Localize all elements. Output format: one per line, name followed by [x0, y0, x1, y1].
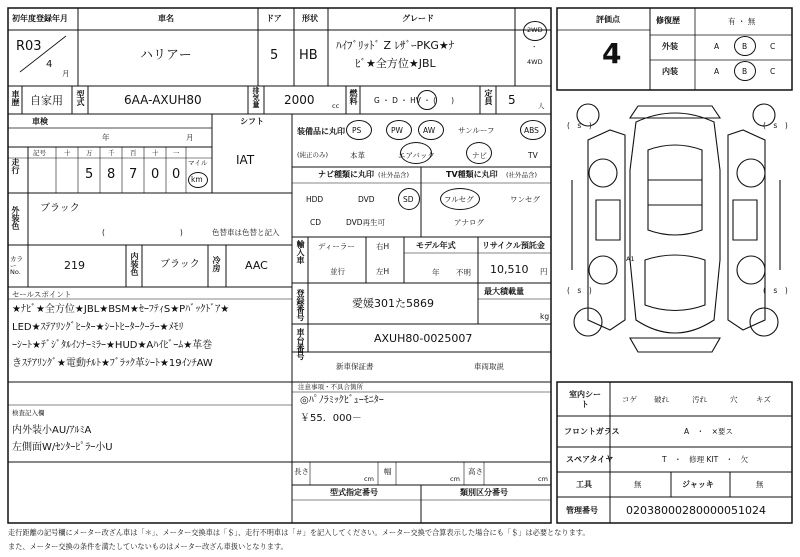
- mileage-digit: 5: [85, 167, 94, 182]
- tv-type: ワンセグ: [510, 195, 540, 204]
- import-dealer: ディーラー: [318, 242, 355, 251]
- notes-line: ￥55．000－: [300, 413, 362, 424]
- seat-option: 破れ: [654, 395, 669, 404]
- era-year: R03: [16, 39, 42, 54]
- mileage-mark-header: 記号: [33, 149, 46, 157]
- nav-type: CD: [310, 218, 322, 227]
- mileage-digit: 8: [107, 167, 116, 182]
- width-unit: cm: [450, 475, 460, 483]
- nav-type: HDD: [306, 195, 324, 204]
- recycle-label: リサイクル預託金: [482, 241, 545, 250]
- tv-type: アナログ: [454, 218, 484, 227]
- capacity-label: 定員: [484, 89, 493, 105]
- damage-code: A1: [626, 255, 635, 263]
- model-year-year: 年: [432, 268, 440, 277]
- warranty-label: 新車保証書: [336, 362, 374, 371]
- mileage-digit-header: 十: [64, 149, 71, 157]
- capacity-value: 5: [508, 93, 516, 107]
- inspection-month-unit: 月: [186, 133, 194, 142]
- import-label: 輸入車: [296, 240, 305, 264]
- fuel-options: G ・ D ・ HV ・ ( ): [374, 96, 455, 105]
- fuel-hv-circle: [417, 90, 437, 110]
- chassis-label: 車台番号: [296, 328, 305, 360]
- management-no-value: 02038000280000051024: [626, 504, 766, 517]
- recycle-value: 10,510: [490, 263, 529, 276]
- car-name: ハリアー: [140, 48, 192, 63]
- grade-label: グレード: [402, 14, 434, 23]
- nav-type-label: ナビ種類に丸印: [318, 170, 374, 179]
- inspector-label: 検査記入欄: [12, 409, 45, 417]
- mileage-digit-header: 万: [86, 149, 93, 157]
- cc-unit: cc: [332, 102, 340, 110]
- mileage-digit-header: 千: [108, 149, 115, 157]
- interior-grade: C: [770, 67, 776, 76]
- spare-tire-label: スペアタイヤ: [566, 455, 614, 464]
- inspection-label: 車検: [32, 117, 48, 126]
- interior-grade: B: [742, 67, 748, 76]
- model-value: 6AA-AXUH80: [124, 93, 202, 107]
- model-year-label: モデル年式: [416, 241, 456, 250]
- footer-note: また、メーター交換の条件を満たしていないものはメーター改ざん車扱いとなります。: [8, 542, 288, 551]
- drive-4wd: 4WD: [527, 58, 543, 66]
- management-no-label: 管理番号: [566, 506, 598, 515]
- mileage-digit-header: 十: [152, 149, 159, 157]
- interior-color-label: 内装色: [130, 252, 139, 276]
- max-load-label: 最大積載量: [484, 287, 524, 296]
- ac-label: 冷房: [212, 256, 221, 272]
- shape-label: 形状: [302, 14, 318, 23]
- shape-value: HB: [299, 48, 318, 63]
- nav-type: SD: [403, 195, 414, 204]
- shift-value: IAT: [236, 153, 255, 167]
- length-label: 長さ: [294, 467, 309, 476]
- max-load-unit: kg: [540, 312, 550, 321]
- model-label: 型式: [76, 90, 85, 106]
- rating-score: 4: [602, 37, 622, 70]
- displacement-label: 排気量: [252, 87, 260, 108]
- color-change-paren: ( ): [102, 228, 183, 237]
- nav-type: DVD再生可: [346, 218, 386, 227]
- equip-item: PS: [352, 126, 362, 135]
- sales-point-line: ｰｼｰﾄ★ﾃﾞｼﾞﾀﾙｲﾝﾅｰﾐﾗｰ★HUD★Aﾊｲﾋﾞｰﾑ★革巻: [12, 340, 213, 351]
- grade-line1: ﾊｲﾌﾞﾘｯﾄﾞ Z ﾚｻﾞｰPKG★ﾅ: [336, 39, 455, 52]
- interior-grade-label: 内装: [662, 67, 678, 76]
- equip-item: エアバック: [398, 151, 435, 160]
- exterior-color-label: 外装色: [11, 206, 20, 230]
- repair-history-options: 有 ・ 無: [728, 17, 756, 26]
- reg-month: 4: [46, 59, 53, 70]
- front-glass-options: A ・ ×要ス: [684, 427, 733, 436]
- diagram-bracket-mark: ( s ): [763, 286, 788, 295]
- usage-label: 車歴: [11, 90, 20, 106]
- mileage-digit-header: 一: [173, 149, 180, 157]
- exterior-grade: A: [714, 42, 720, 51]
- spare-tire-options: T ・ 修理 KIT ・ 欠: [662, 455, 749, 464]
- grade-line2: ﾋﾞ★全方位★JBL: [355, 57, 436, 70]
- diagram-bracket-mark: ( s ): [567, 121, 592, 130]
- model-year-unknown: 不明: [456, 268, 471, 277]
- import-parallel: 並行: [330, 267, 345, 276]
- doors-label: ドア: [266, 14, 282, 23]
- length-unit: cm: [364, 475, 374, 483]
- inspector-line: 内外装小AU/ｱﾙﾐA: [12, 425, 92, 436]
- tv-type-sub: (社外品含): [506, 171, 538, 179]
- tools-value: 無: [634, 480, 642, 489]
- width-label: 幅: [384, 467, 392, 476]
- inspection-year-unit: 年: [102, 133, 110, 142]
- sales-point-line: LED★ｽﾃｱﾘﾝｸﾞﾋｰﾀｰ★ｼｰﾄﾋｰﾀｰｸｰﾗｰ★ﾒﾓﾘ: [12, 322, 184, 333]
- shift-label: シフト: [240, 117, 264, 126]
- equip-item: AW: [423, 126, 436, 135]
- recycle-unit: 円: [540, 267, 548, 276]
- month-unit: 月: [62, 69, 70, 78]
- mileage-unit-km: km: [191, 175, 203, 184]
- nav-type: DVD: [358, 195, 375, 204]
- inspector-line: 左側面W/ｾﾝﾀｰﾋﾟﾗｰ小U: [12, 442, 113, 453]
- equip-item: TV: [528, 151, 538, 160]
- tools-label: 工具: [576, 480, 592, 489]
- usage-value: 自家用: [30, 94, 63, 107]
- car-name-label: 車名: [158, 14, 174, 23]
- import-right-h: 右H: [376, 242, 390, 251]
- doors-value: 5: [270, 48, 279, 63]
- equip-item: PW: [391, 126, 403, 135]
- first-reg-label: 初年度登録年月: [12, 14, 68, 23]
- jack-value: 無: [756, 480, 764, 489]
- seat-label: 室内シート: [569, 390, 601, 410]
- equip-item: ABS: [524, 126, 539, 135]
- chassis-value: AXUH80-0025007: [374, 332, 473, 345]
- fuel-label: 燃料: [349, 89, 358, 105]
- reg-no-value: 愛媛301た5869: [352, 297, 434, 310]
- drive-2wd: 2WD: [527, 26, 543, 34]
- footer-note: 走行距離の記号欄にメーター改ざん車は「＊」、メーター交換車は「＄」、走行不明車は「＃」を記入してください。メーター交換で合算表示した場合にも「＄」は必要となります。: [8, 528, 590, 537]
- equipment-label: 装備品に丸印: [297, 127, 345, 136]
- mileage-digit: 0: [151, 167, 160, 182]
- equip-item: サンルーフ: [458, 126, 495, 135]
- color-no-label: カラーNo.: [10, 255, 23, 276]
- exterior-grade: B: [742, 42, 748, 51]
- mileage-label: 走行: [11, 158, 20, 174]
- mileage-unit-mile: マイル: [188, 159, 208, 167]
- manual-label: 車両取説: [474, 362, 504, 371]
- seat-option: コゲ: [622, 395, 637, 404]
- tv-type-label: TV種類に丸印: [446, 170, 498, 179]
- exterior-grade-label: 外装: [662, 42, 678, 51]
- equip-item: ナビ: [472, 151, 487, 160]
- seat-option: キズ: [756, 395, 771, 404]
- color-change-note: 色替車は色替と記入: [212, 228, 280, 237]
- diagram-bracket-mark: ( s ): [763, 121, 788, 130]
- exterior-grade: C: [770, 42, 776, 51]
- diagram-bracket-mark: ( s ): [567, 286, 592, 295]
- sales-point-line: ★ﾅﾋﾞ★全方位★JBL★BSM★ｾｰﾌﾃｨS★Pﾊﾞｯｸﾄﾞｱ★: [12, 304, 230, 315]
- mileage-digit: 7: [129, 167, 138, 182]
- import-left-h: 左H: [376, 267, 390, 276]
- reg-no-label: 登録番号: [296, 289, 305, 321]
- seat-option: 汚れ: [692, 395, 707, 404]
- height-label: 高さ: [468, 467, 483, 476]
- displacement-value: 2000: [284, 93, 315, 107]
- mileage-digit-header: 百: [130, 149, 137, 157]
- capacity-unit: 人: [538, 102, 545, 110]
- sales-points-label: セールスポイント: [12, 290, 72, 299]
- ac-value: AAC: [245, 259, 268, 272]
- drive-dot: ・: [531, 43, 538, 51]
- rating-label: 評価点: [596, 15, 620, 24]
- equip-item: 本革: [350, 151, 365, 160]
- tv-type: フルセグ: [444, 195, 474, 204]
- notes-label: 注意事項・不具合箇所: [298, 383, 363, 391]
- notes-line: ◎ﾊﾟﾉﾗﾐｯｸﾋﾞｭｰﾓﾆﾀｰ: [300, 395, 384, 406]
- front-glass-label: フロントガラス: [564, 427, 620, 436]
- mileage-digit: 0: [172, 167, 181, 182]
- jack-label: ジャッキ: [682, 480, 714, 489]
- nav-type-sub: (社外品含): [378, 171, 410, 179]
- interior-color-value: ブラック: [160, 259, 200, 270]
- exterior-color-value: ブラック: [40, 203, 80, 214]
- sales-point-line: きｽﾃｱﾘﾝｸﾞ★電動ﾁﾙﾄ★ﾌﾞﾗｯｸ革ｼｰﾄ★19ｲﾝﾁAW: [12, 358, 213, 369]
- equipment-sub-label: (純正のみ): [297, 151, 329, 159]
- repair-history-label: 修復歴: [656, 16, 680, 25]
- type-designation-label: 型式指定番号: [330, 488, 378, 497]
- seat-option: 穴: [730, 395, 738, 404]
- interior-grade: A: [714, 67, 720, 76]
- category-label: 類別区分番号: [460, 488, 508, 497]
- color-no-value: 219: [64, 259, 85, 272]
- height-unit: cm: [538, 475, 548, 483]
